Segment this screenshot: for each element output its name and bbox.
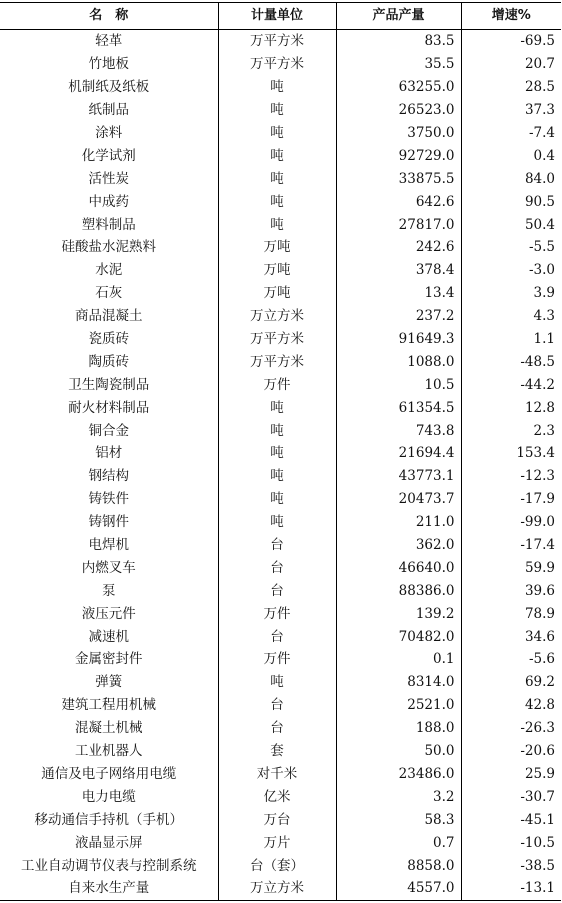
cell-name: 铝材 [95,445,123,462]
cell-output: 70482.0 [336,625,461,648]
cell-unit: 台 [218,579,336,602]
cell-name: 内燃叉车 [81,559,136,576]
table-row [0,350,561,373]
table-row [0,236,561,259]
cell-name: 工业机器人 [75,743,143,760]
table-row [0,763,561,786]
cell-growth: -17.9 [461,488,561,511]
cell-growth: 3.9 [461,282,561,305]
cell-unit: 吨 [218,465,336,488]
cell-unit: 台 [218,556,336,579]
cell-unit: 万平方米 [218,328,336,351]
cell-growth: -17.4 [461,534,561,557]
header-growth: 增速% [461,3,561,30]
table-row [0,648,561,671]
table-row [0,877,561,900]
table-row [0,694,561,717]
table-row [0,373,561,396]
cell-output: 91649.3 [336,328,461,351]
cell-unit: 万平方米 [218,350,336,373]
cell-growth: -38.5 [461,854,561,877]
cell-unit: 对千米 [218,763,336,786]
cell-output: 8858.0 [336,854,461,877]
cell-unit: 吨 [218,190,336,213]
cell-name: 水泥 [95,262,123,279]
cell-growth: 0.4 [461,144,561,167]
table-row [0,76,561,99]
cell-output: 8314.0 [336,671,461,694]
cell-output: 211.0 [336,511,461,534]
cell-name: 陶质砖 [88,353,129,370]
cell-unit: 万立方米 [218,877,336,900]
cell-name: 商品混凝土 [75,308,143,325]
cell-name: 金属密封件 [75,651,143,668]
cell-output: 3.2 [336,785,461,808]
cell-name: 机制纸及纸板 [68,79,150,96]
cell-unit: 万件 [218,373,336,396]
cell-output: 642.6 [336,190,461,213]
cell-unit: 台（套） [218,854,336,877]
cell-output: 0.1 [336,648,461,671]
cell-unit: 万吨 [218,259,336,282]
header-name: 名 称 [0,3,218,30]
cell-growth: -69.5 [461,30,561,53]
cell-output: 743.8 [336,419,461,442]
cell-unit: 吨 [218,122,336,145]
cell-name: 液晶显示屏 [75,834,143,851]
cell-name: 通信及电子网络用电缆 [41,765,177,782]
cell-output: 139.2 [336,602,461,625]
cell-growth: -44.2 [461,373,561,396]
cell-output: 43773.1 [336,465,461,488]
cell-output: 13.4 [336,282,461,305]
cell-growth: 1.1 [461,328,561,351]
table-row [0,396,561,419]
cell-name: 减速机 [88,628,129,645]
cell-name: 铸铁件 [88,491,129,508]
cell-growth: 2.3 [461,419,561,442]
cell-growth: 39.6 [461,579,561,602]
table-row [0,671,561,694]
cell-growth: 37.3 [461,99,561,122]
table-row [0,419,561,442]
cell-output: 23486.0 [336,763,461,786]
cell-name: 混凝土机械 [75,720,143,737]
cell-name: 化学试剂 [81,147,136,164]
cell-unit: 亿米 [218,785,336,808]
cell-name: 钢结构 [88,468,129,485]
table-row [0,602,561,625]
cell-growth: -26.3 [461,717,561,740]
table-row [0,442,561,465]
table-row [0,808,561,831]
table-row [0,53,561,76]
table-header [0,3,561,30]
table-row [0,328,561,351]
cell-unit: 吨 [218,167,336,190]
cell-name: 石灰 [95,285,123,302]
cell-growth: -20.6 [461,740,561,763]
table-row [0,740,561,763]
cell-unit: 吨 [218,144,336,167]
cell-name: 硅酸盐水泥熟料 [61,239,156,256]
cell-unit: 台 [218,717,336,740]
cell-growth: -99.0 [461,511,561,534]
cell-output: 20473.7 [336,488,461,511]
cell-growth: 20.7 [461,53,561,76]
cell-output: 378.4 [336,259,461,282]
cell-name: 自来水生产量 [0,877,218,900]
table-row [0,282,561,305]
cell-growth: -5.6 [461,648,561,671]
cell-unit: 万吨 [218,236,336,259]
cell-output: 21694.4 [336,442,461,465]
cell-growth: 34.6 [461,625,561,648]
cell-output: 4557.0 [336,877,461,900]
header-row [0,3,561,30]
cell-unit: 台 [218,694,336,717]
cell-output: 88386.0 [336,579,461,602]
cell-name: 纸制品 [88,102,129,119]
cell-name: 活性炭 [88,170,129,187]
cell-unit: 台 [218,534,336,557]
cell-output: 35.5 [336,53,461,76]
cell-unit: 万吨 [218,282,336,305]
cell-output: 237.2 [336,305,461,328]
header-unit: 计量单位 [218,3,336,30]
table-row [0,305,561,328]
cell-unit: 吨 [218,671,336,694]
cell-output: 33875.5 [336,167,461,190]
production-table [0,2,561,901]
cell-name: 铜合金 [88,422,129,439]
cell-unit: 吨 [218,442,336,465]
cell-name: 液压元件 [81,605,136,622]
cell-unit: 万台 [218,808,336,831]
cell-name: 弹簧 [95,674,123,691]
table-row [0,259,561,282]
cell-unit: 万立方米 [218,305,336,328]
cell-name: 涂料 [95,125,123,141]
cell-growth: 28.5 [461,76,561,99]
cell-growth: -48.5 [461,350,561,373]
table-row [0,854,561,877]
cell-name: 中成药 [88,193,129,210]
cell-output: 0.7 [336,831,461,854]
cell-output: 46640.0 [336,556,461,579]
cell-output: 27817.0 [336,213,461,236]
cell-name: 卫生陶瓷制品 [68,376,150,393]
table-row [0,556,561,579]
cell-growth: 50.4 [461,213,561,236]
table-row [0,122,561,145]
cell-growth: -7.4 [461,122,561,145]
cell-output: 188.0 [336,717,461,740]
table-row [0,785,561,808]
cell-growth: 59.9 [461,556,561,579]
cell-output: 242.6 [336,236,461,259]
table-row [0,213,561,236]
table-row [0,831,561,854]
cell-growth: -10.5 [461,831,561,854]
cell-output: 10.5 [336,373,461,396]
cell-output: 50.0 [336,740,461,763]
table-row [0,534,561,557]
cell-output: 2521.0 [336,694,461,717]
cell-growth: 4.3 [461,305,561,328]
cell-name: 电焊机 [88,537,129,554]
cell-output: 83.5 [336,30,461,53]
cell-growth: -30.7 [461,785,561,808]
cell-growth: -45.1 [461,808,561,831]
cell-growth: -5.5 [461,236,561,259]
cell-name: 泵 [102,582,116,599]
cell-output: 362.0 [336,534,461,557]
table-row [0,190,561,213]
cell-unit: 万平方米 [218,53,336,76]
cell-unit: 套 [218,740,336,763]
cell-unit: 万件 [218,648,336,671]
table-body [0,30,561,901]
table-row [0,511,561,534]
cell-unit: 吨 [218,99,336,122]
cell-unit: 吨 [218,213,336,236]
cell-output: 3750.0 [336,122,461,145]
table-row [0,717,561,740]
cell-unit: 万件 [218,602,336,625]
cell-growth: 78.9 [461,602,561,625]
cell-name: 工业自动调节仪表与控制系统 [21,857,197,874]
cell-growth: 84.0 [461,167,561,190]
cell-growth: 69.2 [461,671,561,694]
cell-unit: 吨 [218,511,336,534]
cell-growth: 25.9 [461,763,561,786]
cell-output: 1088.0 [336,350,461,373]
table-row [0,30,561,53]
cell-name: 电力电缆 [81,788,136,805]
cell-output: 63255.0 [336,76,461,99]
cell-name: 铸钢件 [88,514,129,531]
table-row [0,465,561,488]
cell-name: 轻革 [95,33,123,50]
cell-growth: 42.8 [461,694,561,717]
cell-name: 耐火材料制品 [68,399,150,416]
cell-output: 26523.0 [336,99,461,122]
cell-growth: -3.0 [461,259,561,282]
cell-name: 建筑工程用机械 [61,697,156,714]
header-output: 产品产量 [336,3,461,30]
cell-growth: 90.5 [461,190,561,213]
table-row [0,579,561,602]
cell-output: 92729.0 [336,144,461,167]
table-row [0,99,561,122]
cell-unit: 万平方米 [218,30,336,53]
table-row [0,144,561,167]
cell-growth: -13.1 [461,877,561,900]
cell-unit: 吨 [218,396,336,419]
cell-output: 58.3 [336,808,461,831]
cell-name: 塑料制品 [81,216,136,233]
cell-name: 移动通信手持机（手机） [34,811,183,828]
table-row [0,167,561,190]
cell-name: 瓷质砖 [88,331,129,348]
cell-unit: 吨 [218,419,336,442]
cell-growth: 12.8 [461,396,561,419]
cell-growth: 153.4 [461,442,561,465]
table-row [0,488,561,511]
table-row [0,625,561,648]
cell-unit: 吨 [218,488,336,511]
cell-unit: 万片 [218,831,336,854]
cell-name: 竹地板 [88,56,129,73]
cell-unit: 台 [218,625,336,648]
cell-unit: 吨 [218,76,336,99]
cell-growth: -12.3 [461,465,561,488]
cell-output: 61354.5 [336,396,461,419]
